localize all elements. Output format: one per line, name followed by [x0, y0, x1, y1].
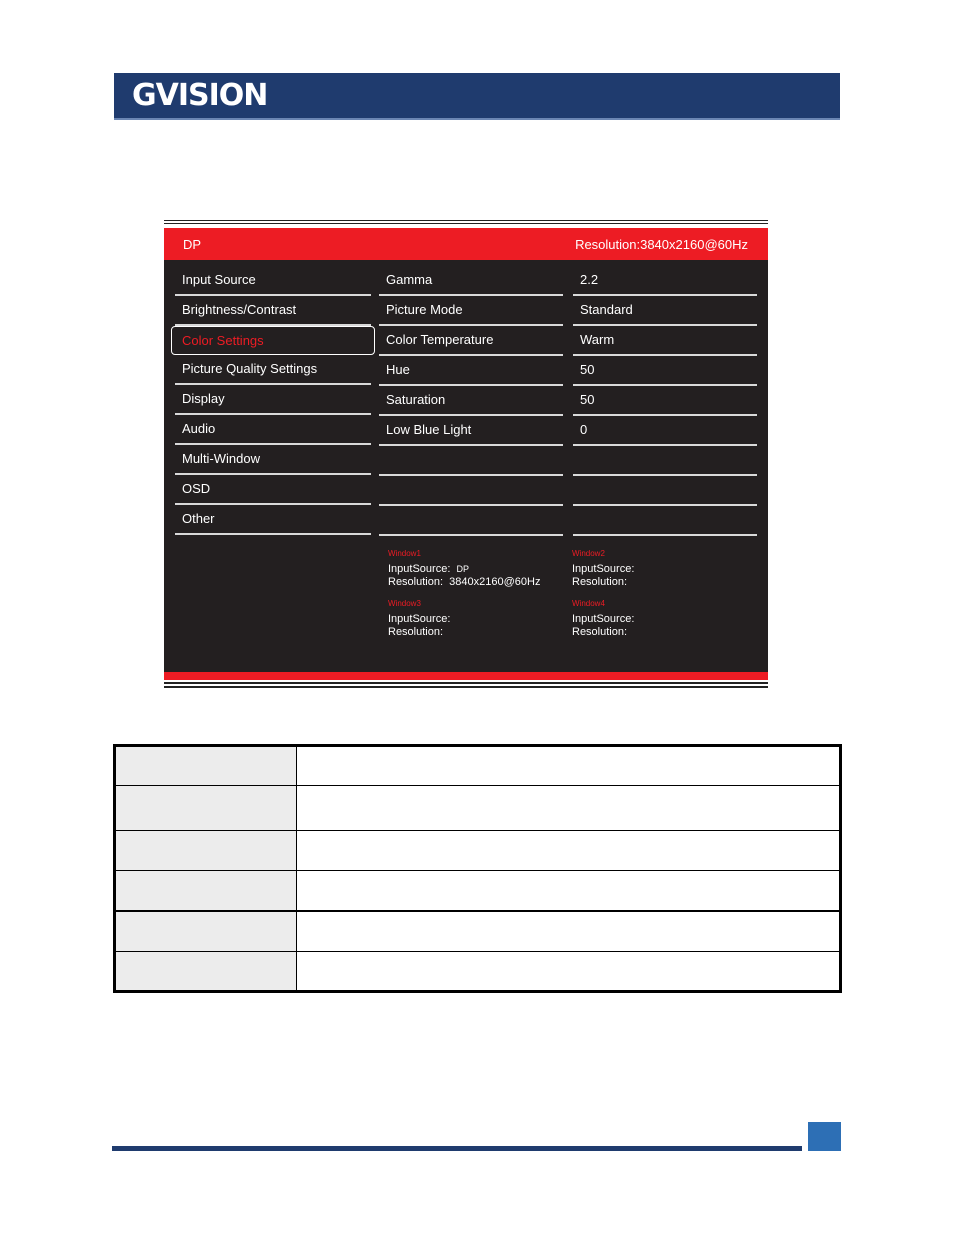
- window-input-label: InputSource:: [572, 563, 635, 575]
- osd-bottom-rule: [164, 682, 768, 694]
- setting-empty: [379, 446, 563, 476]
- osd-footer-bar: [164, 672, 768, 680]
- table-cell-desc: [297, 951, 841, 991]
- menu-item-color-settings[interactable]: Color Settings: [171, 326, 375, 355]
- table-cell-desc: [297, 746, 841, 786]
- menu-item-other[interactable]: Other: [175, 505, 371, 535]
- table-row: [115, 786, 841, 831]
- table-cell-key: [115, 831, 297, 871]
- menu-item-picture-quality[interactable]: Picture Quality Settings: [175, 355, 371, 385]
- setting-saturation[interactable]: Saturation: [379, 386, 563, 416]
- window-title: Window3: [388, 599, 421, 608]
- setting-low-blue-light[interactable]: Low Blue Light: [379, 416, 563, 446]
- window-title: Window1: [388, 549, 421, 558]
- table-cell-key: [115, 786, 297, 831]
- window2-info: [572, 549, 634, 589]
- menu-item-display[interactable]: Display: [175, 385, 371, 415]
- window-input-label: InputSource:: [388, 563, 451, 575]
- page-number-box: [808, 1122, 841, 1151]
- setting-gamma[interactable]: Gamma: [379, 266, 563, 296]
- window1-info: [388, 549, 540, 589]
- menu-item-osd[interactable]: OSD: [175, 475, 371, 505]
- values-list: [573, 266, 757, 536]
- settings-table: [113, 744, 842, 993]
- menu-item-input-source[interactable]: Input Source: [175, 266, 371, 296]
- osd-resolution: Resolution:3840x2160@60Hz: [575, 237, 748, 252]
- table-cell-key: [115, 746, 297, 786]
- table-cell-key: [115, 911, 297, 951]
- footer-rule: [112, 1146, 802, 1151]
- window4-info: [572, 599, 634, 639]
- setting-color-temperature[interactable]: Color Temperature: [379, 326, 563, 356]
- value-empty: [573, 476, 757, 506]
- setting-empty: [379, 506, 563, 536]
- value-gamma[interactable]: 2.2: [573, 266, 757, 296]
- value-empty: [573, 446, 757, 476]
- osd-top-rule: [164, 220, 768, 228]
- table-row: [115, 746, 841, 786]
- table-cell-desc: [297, 786, 841, 831]
- osd-source: DP: [183, 237, 202, 252]
- window-title: Window2: [572, 549, 605, 558]
- setting-picture-mode[interactable]: Picture Mode: [379, 296, 563, 326]
- window-input-label: InputSource:: [572, 613, 635, 625]
- window-input-value: DP: [456, 564, 470, 574]
- window-res-label: Resolution:: [572, 576, 628, 588]
- table-row: [115, 871, 841, 911]
- table-row: [115, 911, 841, 951]
- value-hue[interactable]: 50: [573, 356, 757, 386]
- brand-logo: GVISION: [132, 78, 268, 113]
- header-bar: [114, 73, 840, 120]
- osd-header: [164, 228, 768, 260]
- window-res-label: Resolution:: [388, 626, 444, 638]
- setting-empty: [379, 476, 563, 506]
- window-res-label: Resolution:: [572, 626, 628, 638]
- table-cell-desc: [297, 911, 841, 951]
- settings-list: [379, 266, 563, 536]
- osd-menu: [175, 266, 371, 535]
- menu-item-brightness-contrast[interactable]: Brightness/Contrast: [175, 296, 371, 326]
- table-row: [115, 831, 841, 871]
- window-title: Window4: [572, 599, 605, 608]
- window-res-value: 3840x2160@60Hz: [449, 576, 541, 588]
- table-row: [115, 951, 841, 991]
- menu-item-audio[interactable]: Audio: [175, 415, 371, 445]
- table-cell-desc: [297, 831, 841, 871]
- window-input-label: InputSource:: [388, 613, 451, 625]
- value-saturation[interactable]: 50: [573, 386, 757, 416]
- value-color-temperature[interactable]: Warm: [573, 326, 757, 356]
- value-low-blue-light[interactable]: 0: [573, 416, 757, 446]
- value-picture-mode[interactable]: Standard: [573, 296, 757, 326]
- window-res-label: Resolution:: [388, 576, 444, 588]
- table-cell-key: [115, 951, 297, 991]
- value-empty: [573, 506, 757, 536]
- osd-screen: [164, 228, 768, 680]
- table-cell-desc: [297, 871, 841, 911]
- menu-item-multi-window[interactable]: Multi-Window: [175, 445, 371, 475]
- window3-info: [388, 599, 450, 639]
- table-cell-key: [115, 871, 297, 911]
- setting-hue[interactable]: Hue: [379, 356, 563, 386]
